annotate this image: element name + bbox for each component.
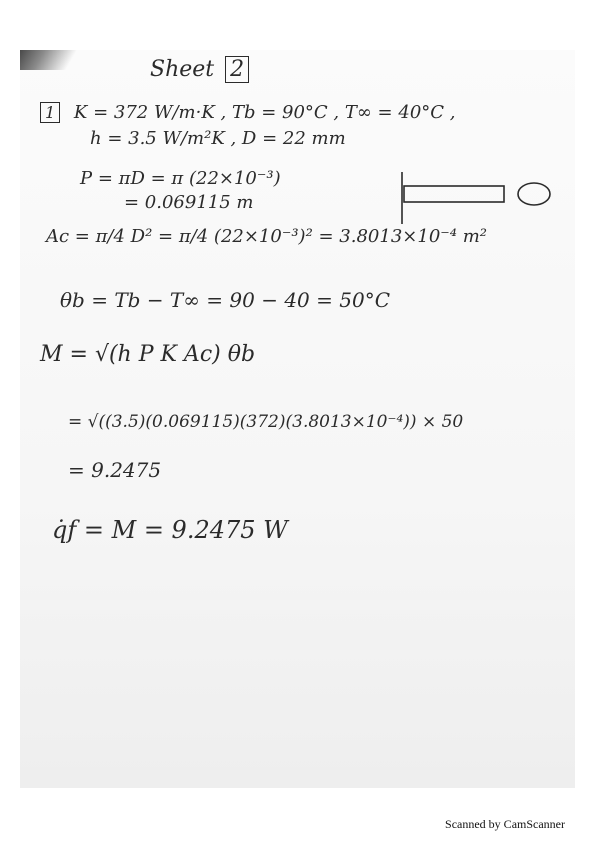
theta-line: θb = Tb − T∞ = 90 − 40 = 50°C [60,288,390,312]
area-line: Ac = π/4 D² = π/4 (22×10⁻³)² = 3.8013×10⁻⁴ m² [46,226,487,247]
problem-number: 1 [40,102,60,123]
fin-cross-section [518,183,550,205]
m-substitution-line: = √((3.5)(0.069115)(372)(3.8013×10⁻⁴)) × 50 [68,412,464,432]
handwritten-sheet [20,50,575,788]
paper-corner-shadow [20,50,80,70]
given-line-1 [40,102,455,123]
perimeter-line-1: P = πD = π (22×10⁻³) [80,168,281,189]
sheet-heading [150,56,249,83]
fin-sketch [398,168,558,228]
fin-body [404,186,504,202]
perimeter-line-2: = 0.069115 m [124,192,254,213]
q-result-line: q̇f = M = 9.2475 W [52,516,288,544]
scanner-watermark: Scanned by CamScanner [445,817,565,831]
m-formula-line: M = √(h P K Ac) θb [40,342,256,367]
m-value-line: = 9.2475 [68,458,162,482]
sheet-title: Sheet [150,57,215,82]
given-text-1: K = 372 W/m·K , Tb = 90°C , T∞ = 40°C , [73,102,456,123]
sheet-number: 2 [225,56,249,83]
given-line-2: h = 3.5 W/m²K , D = 22 mm [90,128,346,149]
